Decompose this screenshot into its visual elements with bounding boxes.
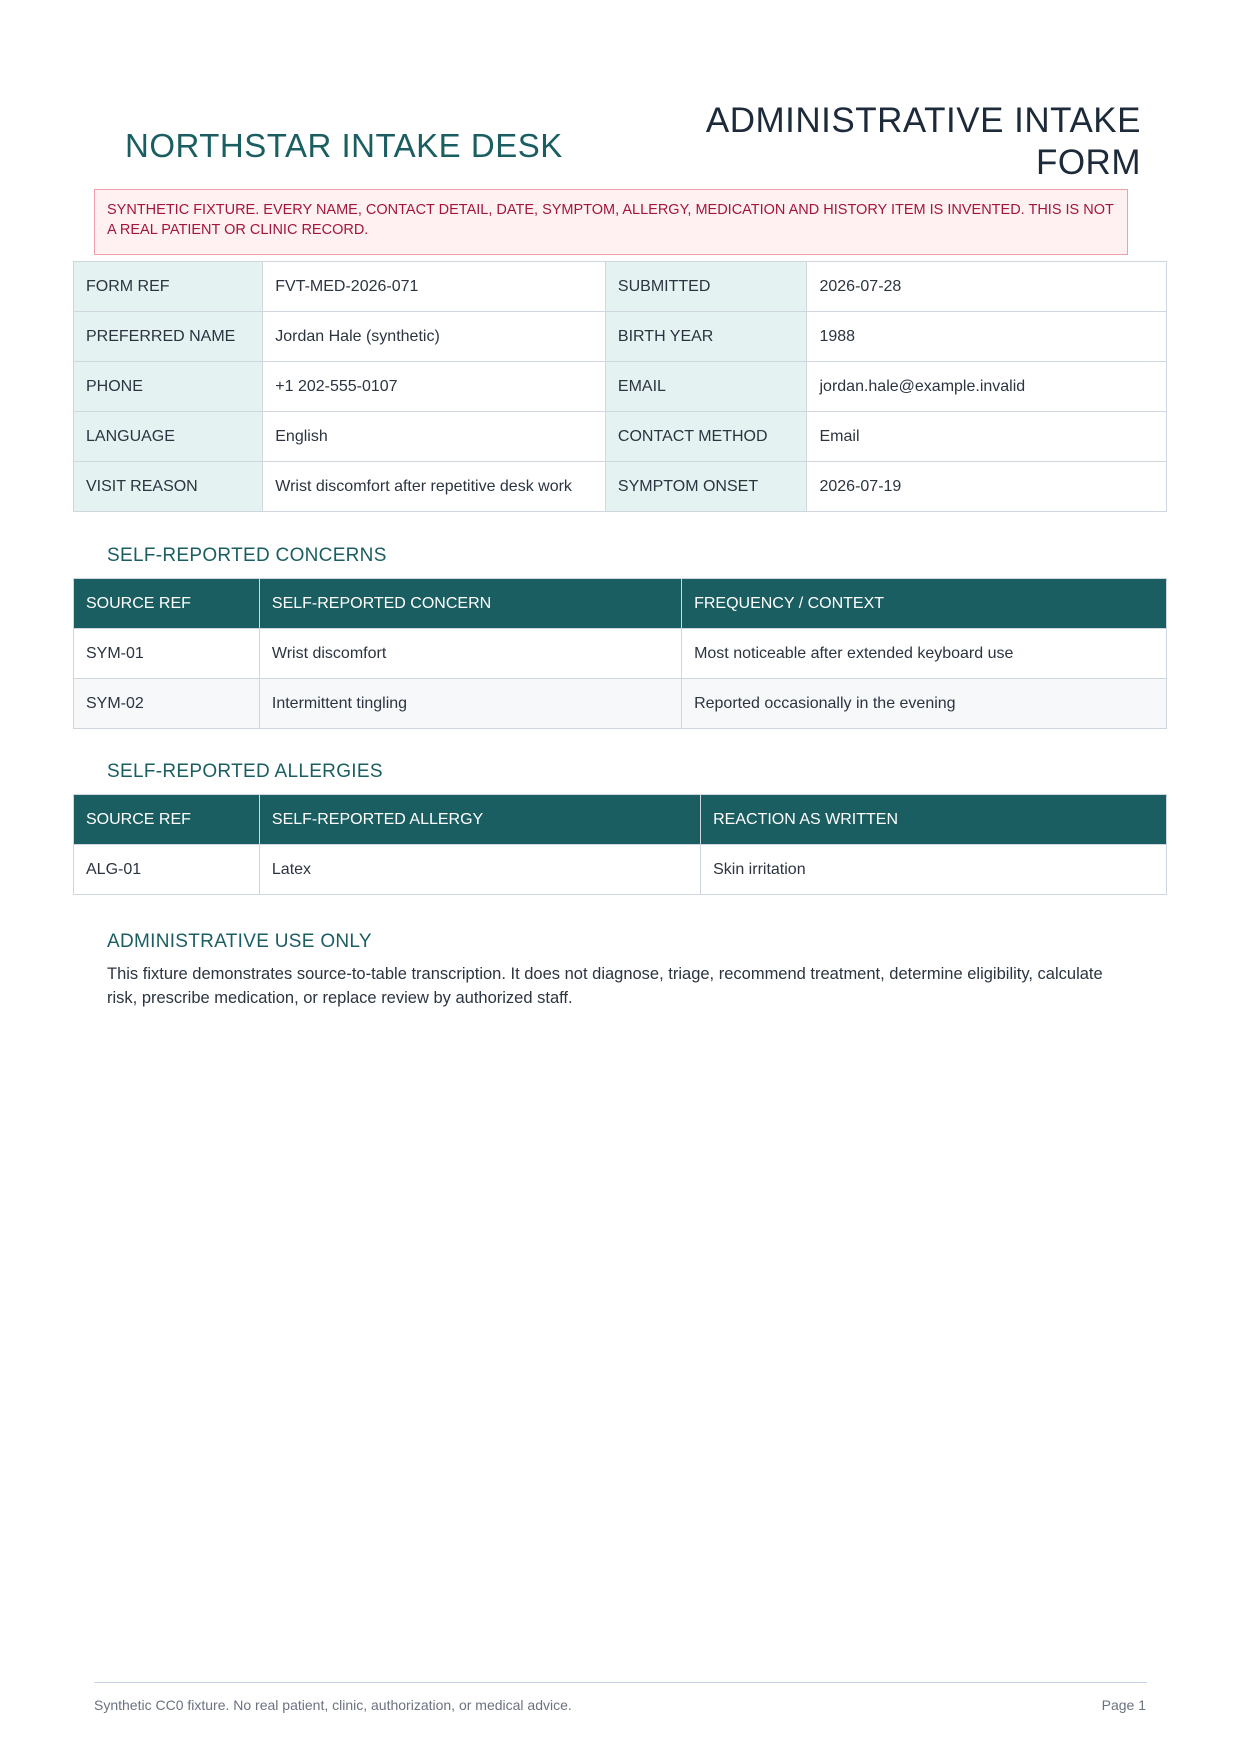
table-cell: SYM-01: [74, 629, 260, 679]
table-cell: Most noticeable after extended keyboard use: [682, 629, 1167, 679]
concerns-section-title: SELF-REPORTED CONCERNS: [107, 545, 387, 566]
info-value: +1 202-555-0107: [263, 362, 606, 412]
info-value: jordan.hale@example.invalid: [807, 362, 1167, 412]
table-cell: Reported occasionally in the evening: [682, 679, 1167, 729]
table-row: [74, 845, 1167, 895]
info-label: PREFERRED NAME: [74, 312, 263, 362]
form-info-table: [73, 261, 1167, 512]
admin-disclaimer-text: This fixture demonstrates source-to-table transcription. It does not diagnose, triage, recommend treatment, determine eligibility, calculate risk, prescribe medication, or replace review by authorized staff.: [107, 965, 1103, 1007]
table-row: [74, 679, 1167, 729]
info-label: LANGUAGE: [74, 412, 263, 462]
info-label: VISIT REASON: [74, 462, 263, 512]
table-cell: ALG-01: [74, 845, 260, 895]
document-title: ADMINISTRATIVE INTAKE FORM: [705, 101, 1141, 182]
info-label: CONTACT METHOD: [605, 412, 807, 462]
column-header: FREQUENCY / CONTEXT: [682, 579, 1167, 629]
info-label: BIRTH YEAR: [605, 312, 807, 362]
info-label: SUBMITTED: [605, 262, 807, 312]
concerns-table: [73, 578, 1167, 729]
table-header-row: [74, 579, 1167, 629]
table-cell: Latex: [259, 845, 700, 895]
info-value: Email: [807, 412, 1167, 462]
info-label: PHONE: [74, 362, 263, 412]
info-label: EMAIL: [605, 362, 807, 412]
info-row: [74, 412, 1167, 462]
info-label: SYMPTOM ONSET: [605, 462, 807, 512]
info-value: English: [263, 412, 606, 462]
info-label: FORM REF: [74, 262, 263, 312]
column-header: SELF-REPORTED ALLERGY: [259, 795, 700, 845]
info-value: 1988: [807, 312, 1167, 362]
allergies-section-title: SELF-REPORTED ALLERGIES: [107, 761, 383, 782]
info-row: [74, 462, 1167, 512]
column-header: REACTION AS WRITTEN: [701, 795, 1167, 845]
table-row: [74, 629, 1167, 679]
table-header-row: [74, 795, 1167, 845]
page-number: Page 1: [1101, 1697, 1146, 1713]
info-row: [74, 262, 1167, 312]
column-header: SOURCE REF: [74, 579, 260, 629]
allergies-table: [73, 794, 1167, 895]
organization-name: NORTHSTAR INTAKE DESK: [125, 127, 563, 164]
info-value: Wrist discomfort after repetitive desk work: [263, 462, 606, 512]
info-value: Jordan Hale (synthetic): [263, 312, 606, 362]
table-cell: Skin irritation: [701, 845, 1167, 895]
synthetic-warning-banner: SYNTHETIC FIXTURE. EVERY NAME, CONTACT DETAIL, DATE, SYMPTOM, ALLERGY, MEDICATION AND HISTORY ITEM IS INVENTED. THIS IS NOT A REAL PATIENT OR CLINIC RECORD.: [94, 189, 1128, 255]
footer-note: Synthetic CC0 fixture. No real patient, clinic, authorization, or medical advice.: [94, 1697, 572, 1713]
table-cell: SYM-02: [74, 679, 260, 729]
info-value: 2026-07-19: [807, 462, 1167, 512]
table-cell: Wrist discomfort: [259, 629, 681, 679]
info-row: [74, 312, 1167, 362]
page-header: [94, 100, 1141, 188]
column-header: SOURCE REF: [74, 795, 260, 845]
admin-section-title: ADMINISTRATIVE USE ONLY: [107, 931, 372, 952]
info-value: FVT-MED-2026-071: [263, 262, 606, 312]
info-value: 2026-07-28: [807, 262, 1167, 312]
column-header: SELF-REPORTED CONCERN: [259, 579, 681, 629]
table-cell: Intermittent tingling: [259, 679, 681, 729]
footer-divider: [94, 1682, 1147, 1683]
info-row: [74, 362, 1167, 412]
